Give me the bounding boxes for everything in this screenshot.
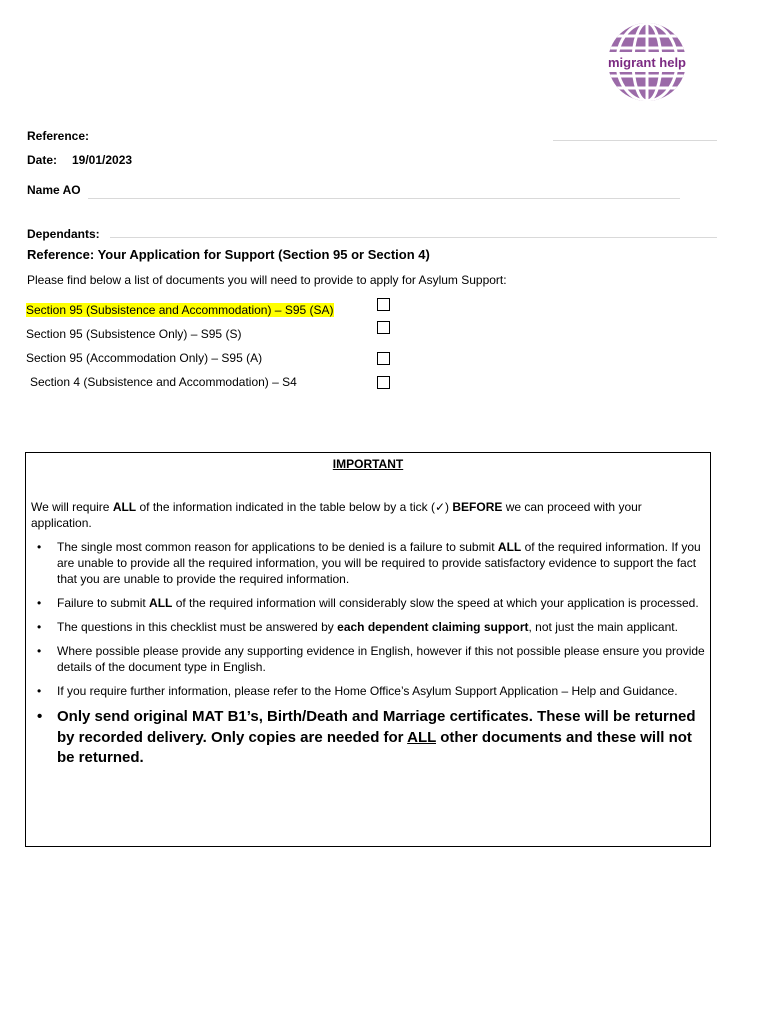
bullet-bold: each dependent claiming support: [337, 620, 529, 634]
application-reference: Reference: Your Application for Support (Section 95 or Section 4): [27, 247, 430, 262]
bullet-bold: ALL: [497, 540, 522, 554]
logo-text: migrant help: [607, 55, 687, 70]
option-label-s4: Section 4 (Subsistence and Accommodation) – S4: [30, 375, 297, 389]
important-intro: [31, 499, 671, 531]
final-text-1: Only send original MAT B1’s, Birth/Death and Marriage certificates. These will be returned by recorded delivery. Only copies are needed for: [57, 708, 696, 746]
bullet-text: of the required information will considerably slow the speed at which your application is processed.: [172, 596, 699, 610]
important-bullet-list: [26, 539, 706, 777]
option-label-s95-a: Section 95 (Accommodation Only) – S95 (A): [26, 351, 263, 365]
bullet-text: If you require further information, please refer to the Home Office’s Asylum Support Application – Help and Guidance.: [57, 684, 678, 698]
intro-text-3: we can proceed with your application.: [31, 500, 642, 530]
final-all: ALL: [407, 728, 437, 746]
final-text-2: other documents and these will not be returned.: [57, 728, 692, 766]
reference-label: Reference:: [27, 129, 90, 143]
bullet-text: Where possible please provide any supporting evidence in English, however if this not possible please ensure you provide details of the document type in English.: [57, 644, 705, 674]
date-label: Date:: [27, 153, 58, 167]
intro-text-2: of the information indicated in the table below by a tick (✓): [136, 500, 453, 514]
bullet-item: [26, 619, 706, 635]
bullet-text: , not just the main applicant.: [528, 620, 678, 634]
intro-all: ALL: [112, 500, 137, 514]
bullet-text: The questions in this checklist must be answered by: [57, 620, 338, 634]
bullet-item: [26, 683, 706, 699]
option-checkbox-s95-a[interactable]: [377, 352, 390, 365]
dependants-field-line: [110, 237, 717, 238]
globe-icon: [604, 22, 690, 102]
dependants-label: Dependants:: [27, 227, 100, 241]
migrant-help-logo: [604, 22, 690, 102]
name-field-line: [88, 198, 680, 199]
bullet-text: The single most common reason for applications to be denied is a failure to submit: [57, 540, 498, 554]
reference-field-line: [553, 140, 717, 141]
bullet-bold: ALL: [149, 596, 173, 610]
bullet-item: [26, 643, 706, 675]
option-checkbox-s95-sa[interactable]: [377, 298, 390, 311]
option-checkbox-s95-s[interactable]: [377, 321, 390, 334]
name-label: Name AO: [27, 183, 81, 197]
bullet-item-originals-notice: [26, 707, 706, 769]
intro-before: BEFORE: [452, 500, 503, 514]
option-label-s95-s: Section 95 (Subsistence Only) – S95 (S): [26, 327, 242, 341]
documents-intro: Please find below a list of documents you will need to provide to apply for Asylum Support:: [27, 273, 507, 287]
important-title: IMPORTANT: [332, 457, 404, 471]
date-value: 19/01/2023: [72, 153, 133, 167]
bullet-text: of the required information. If you are unable to provide all the required information, you will be required to provide satisfactory evidence to support the fact that you are unable to provide the required information.: [57, 540, 701, 586]
bullet-item: [26, 595, 706, 611]
bullet-item: [26, 539, 706, 587]
intro-text-1: We will require: [31, 500, 113, 514]
bullet-text: Failure to submit: [57, 596, 150, 610]
option-checkbox-s4[interactable]: [377, 376, 390, 389]
important-notice-box: [25, 452, 711, 847]
option-label-s95-sa: Section 95 (Subsistence and Accommodation) – S95 (SA): [26, 303, 334, 317]
